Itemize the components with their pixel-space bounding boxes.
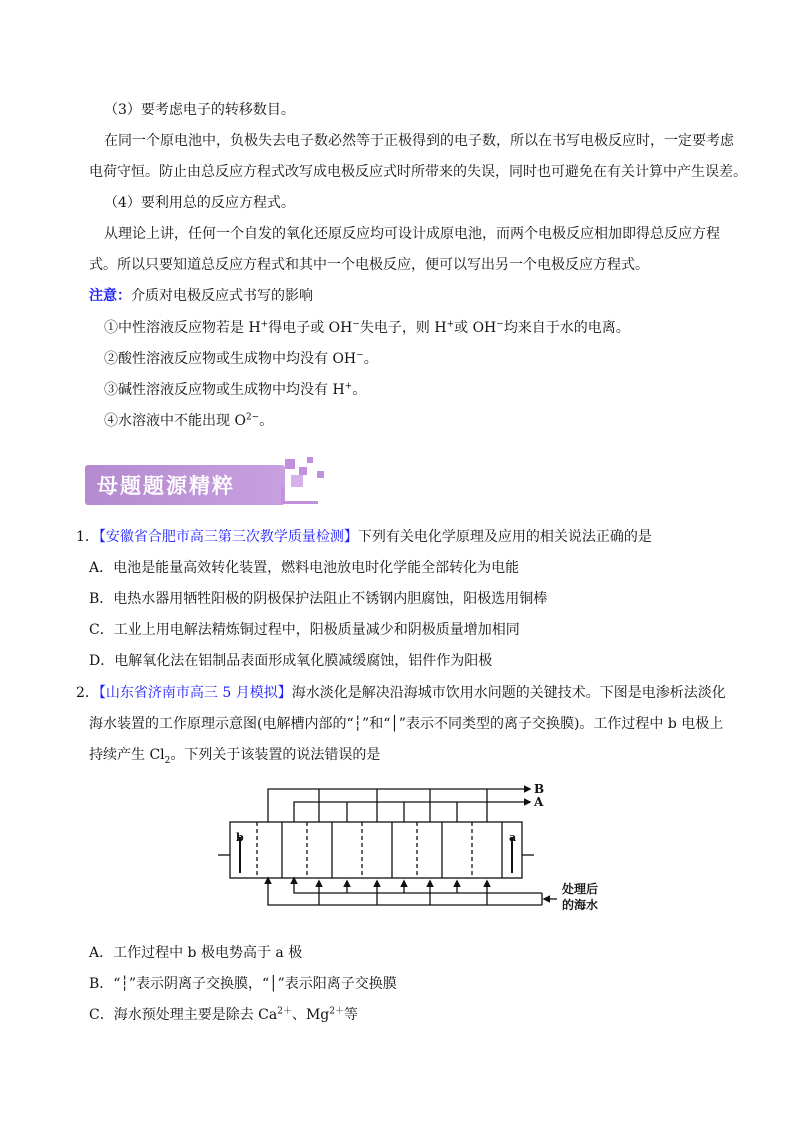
outlet-a-label: A [534,795,544,809]
paragraph-line: 电荷守恒。防止由总反应方程式改写成电极反应式时所带来的失误，同时也可避免在有关计算中产生误差。 [89,164,747,180]
banner-decoration-square [317,471,324,478]
question-2-option-b: B．“┆”表示阴离子交换膜，“│”表示阳离子交换膜 [89,976,397,992]
note-item-2: ②酸性溶液反应物或生成物中均没有 OH−。 [104,350,378,367]
paragraph-line: 从理论上讲，任何一个自发的氧化还原反应均可设计成原电池，而两个电极反应相加即得总反应方程 [104,226,720,242]
inlet-label-line1: 处理后 [562,882,599,896]
outlet-b-label: B [534,782,545,796]
banner-decoration-square [299,467,307,475]
question-1-option-b: B．电热水器用牺牲阳极的阴极保护法阻止不锈钢内胆腐蚀，阳极选用铜棒 [89,591,548,607]
inlet-label-line2: 的海水 [562,898,599,912]
paragraph-line: 在同一个原电池中，负极失去电子数必然等于正极得到的电子数，所以在书写电极反应时，一定要考虑 [104,133,734,149]
paragraph-line: 式。所以只要知道总反应方程式和其中一个电极反应，便可以写出另一个电极反应方程式。 [89,257,649,273]
electrolytic-cell [230,822,522,878]
banner-decoration-corner [281,487,318,504]
question-2-source: 【山东省济南市高三 5 月模拟】 [98,685,292,701]
section-heading-3: （3）要考虑电子的转移数目。 [104,102,295,118]
note-label: 注意： [89,288,131,304]
question-1-stem: 1．【安徽省合肥市高三第三次教学质量检测】下列有关电化学原理及应用的相关说法正确的是 [76,529,652,545]
question-2-stem: 2．【山东省济南市高三 5 月模拟】海水淡化是解决沿海城市饮用水问题的关键技术。下图是电渗析法淡化 [76,685,726,701]
electrode-b-label: b [236,831,244,844]
banner-decoration-square [307,457,313,463]
note-header [89,286,313,306]
section-heading-4: （4）要利用总的反应方程式。 [104,195,295,211]
question-1-option-c: C．工业上用电解法精炼铜过程中，阳极质量减少和阴极质量增加相同 [89,622,520,638]
section-banner [85,457,345,513]
electrode-a-label: a [509,831,517,844]
note-item-1: ①中性溶液反应物若是 H+得电子或 OH−失电子，则 H+或 OH−均来自于水的电离。 [104,319,630,336]
question-2-stem-line: 持续产生 $Cl_2$。下列关于该装置的说法错误的是 [89,747,381,766]
note-item-4: ④水溶液中不能出现 $O^{2-}$。 [104,412,274,429]
question-1-option-d: D．电解氧化法在铝制品表面形成氧化膜减缓腐蚀，铝件作为阳极 [89,653,493,669]
question-1-source: 【安徽省合肥市高三第三次教学质量检测】 [98,529,358,545]
electrodialysis-diagram [212,775,632,925]
banner-decoration-square [285,459,295,469]
question-2-stem-line: 海水装置的工作原理示意图(电解槽内部的“┆”和“│”表示不同类型的离子交换膜)。工作过程中 b 电极上 [89,716,724,732]
banner-decoration-square [291,475,303,487]
note-item-3: ③碱性溶液反应物或生成物中均没有 H+。 [104,381,367,398]
note-title: 介质对电极反应式书写的影响 [131,288,313,304]
banner-title: 母题题源精粹 [97,474,235,498]
question-1-option-a: A．电池是能量高效转化装置，燃料电池放电时化学能全部转化为电能 [89,560,520,576]
question-2-option-a: A．工作过程中 b 极电势高于 a 极 [89,945,303,961]
question-2-option-c: C．海水预处理主要是除去 $Ca^{2+}$、$Mg^{2+}$等 [89,1006,358,1023]
